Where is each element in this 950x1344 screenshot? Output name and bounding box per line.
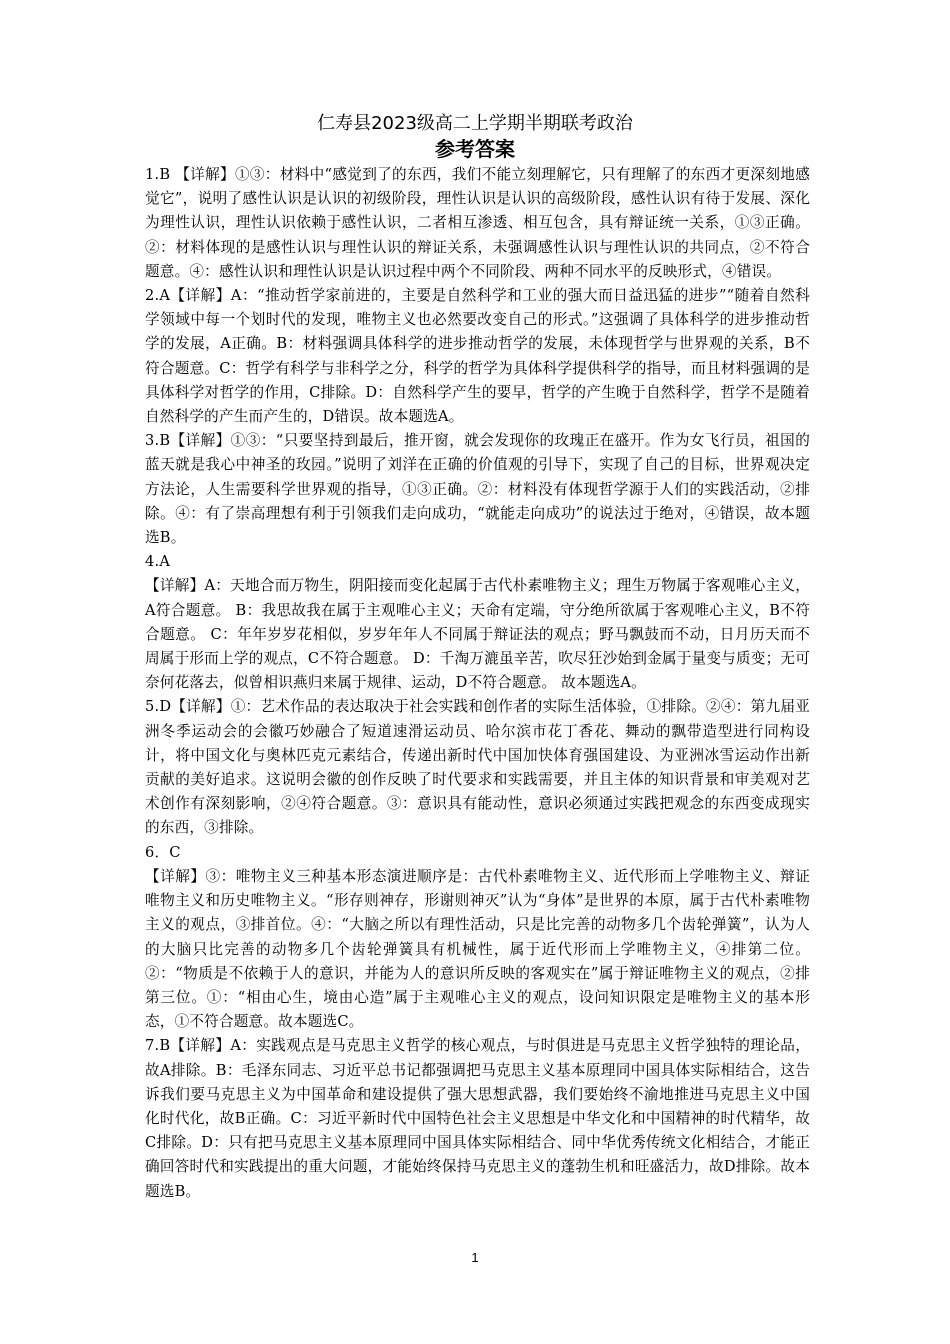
answer-4-text: 【详解】A：天地合而万物生，阴阳接而变化起属于古代朴素唯物主义；理生万物属于客观唯心主义，A符合题意。 B：我思故我在属于主观唯心主义；天命有定端，守分绝所欲属于客观唯心主义，B不符合题意。 C：年年岁岁花相似，岁岁年年人不同属于辩证法的观点；野马飘鼓而不动，日月历天而不周属于形而上学的观点，C不符合题意。 D：千淘万漉虽辛苦，吹尽狂沙始到金属于量变与质变；无可奈何花落去，似曾相识燕归来属于规律、运动，D不符合题意。 故本题选A。	[145, 577, 810, 692]
answer-5-text: 5.D【详解】①：艺术作品的表达取决于社会实践和创作者的实际生活体验，①排除。②④：第九届亚洲冬季运动会的会徽巧妙融合了短道速滑运动员、哈尔滨市花丁香花、舞动的飘带造型进行同构设计，将中国文化与奥林匹克元素结合，传递出新时代中国加快体育强国建设、为亚洲冰雪运动作出新贡献的美好追求。这说明会徽的创作反映了时代要求和实践需要，并且主体的知识背景和审美观对艺术创作有深刻影响，②④符合题意。③：意识具有能动性，意识必须通过实践把观念的东西变成现实的东西，③排除。	[145, 698, 810, 837]
document-subtitle: 参考答案	[435, 137, 515, 161]
answer-5	[145, 695, 810, 840]
answer-7-text: 7.B【详解】A：实践观点是马克思主义哲学的核心观点，与时俱进是马克思主义哲学独特的理论品，故A排除。B：毛泽东同志、习近平总书记都强调把马克思主义基本原理同中国具体实际相结合，这告诉我们要马克思主义为中国革命和建设提供了强大思想武器，我们要始终不渝地推进马克思主义中国化时代化，故B正确。C：习近平新时代中国特色社会主义思想是中华文化和中国精神的时代精华，故C排除。D：只有把马克思主义基本原理同中国具体实际相结合、同中华优秀传统文化相结合，才能正确回答时代和实践提出的重大问题，才能始终保持马克思主义的蓬勃生机和旺盛活力，故D排除。故本题选B。	[145, 1037, 810, 1200]
answer-6	[145, 841, 810, 1035]
answer-2	[145, 284, 810, 429]
answer-list	[145, 163, 810, 1204]
answer-4-head: 4.A	[145, 553, 171, 571]
answer-4	[145, 550, 810, 695]
answer-7	[145, 1034, 810, 1203]
answer-6-text: 【详解】③：唯物主义三种基本形态演进顺序是：古代朴素唯物主义、近代形而上学唯物主义、辩证唯物主义和历史唯物主义。“形存则神存，形谢则神灭”认为“身体”是世界的本原，属于古代朴素唯物主义的观点，③排首位。④：“大脑之所以有理性活动，只是比完善的动物多几个齿轮弹簧”，认为人的大脑只比完善的动物多几个齿轮弹簧具有机械性，属于近代形而上学唯物主义，④排第二位。②：“物质是不依赖于人的意识，并能为人的意识所反映的客观实在”属于辩证唯物主义的观点，②排第三位。①：“相由心生，境由心造”属于主观唯心主义的观点，设问知识限定是唯物主义的基本形态，①不符合题意。故本题选C。	[145, 867, 810, 1031]
document-title: 仁寿县2023级高二上学期半期联考政治	[317, 113, 633, 134]
answer-6-head: 6．C	[145, 843, 181, 861]
answer-2-text: 2.A【详解】A：“推动哲学家前进的，主要是自然科学和工业的强大而日益迅猛的进步”“随着自然科学领域中每一个划时代的发现，唯物主义也必然要改变自己的形式。”这强调了具体科学的进步推动哲学的发展，A正确。B：材料强调具体科学的进步推动哲学的发展，未体现哲学与世界观的关系，B不符合题意。C：哲学有科学与非科学之分，科学的哲学为具体科学提供科学的指导，而且材料强调的是具体科学对哲学的作用，C排除。D：自然科学产生的要早，哲学的产生晚于自然科学，哲学不是随着自然科学的产生而产生的，D错误。故本题选A。	[145, 287, 810, 426]
answer-1-text: 1.B 【详解】①③：材料中“感觉到了的东西，我们不能立刻理解它，只有理解了的东西才更深刻地感觉它”，说明了感性认识是认识的初级阶段，理性认识是认识的高级阶段，感性认识有待于发展、深化为理性认识，理性认识依赖于感性认识，二者相互渗透、相互包含，具有辩证统一关系，①③正确。②：材料体现的是感性认识与理性认识的辩证关系，未强调感性认识与理性认识的共同点，②不符合题意。④：感性认识和理性认识是认识过程中两个不同阶段、两种不同水平的反映形式，④错误。	[145, 166, 810, 280]
answer-1	[145, 163, 810, 284]
answer-3-text: 3.B【详解】①③：“只要坚持到最后，推开窗，就会发现你的玫瑰正在盛开。作为女飞行员，祖国的蓝天就是我心中神圣的玫园。”说明了刘洋在正确的价值观的引导下，实现了自己的目标，世界观决定方法论，人生需要科学世界观的指导，①③正确。②：材料没有体现哲学源于人们的实践活动，②排除。④：有了崇高理想有利于引领我们走向成功，“就能走向成功”的说法过于绝对，④错误，故本题选B。	[145, 432, 810, 547]
page-number: 1	[471, 1250, 479, 1265]
answer-3	[145, 429, 810, 550]
